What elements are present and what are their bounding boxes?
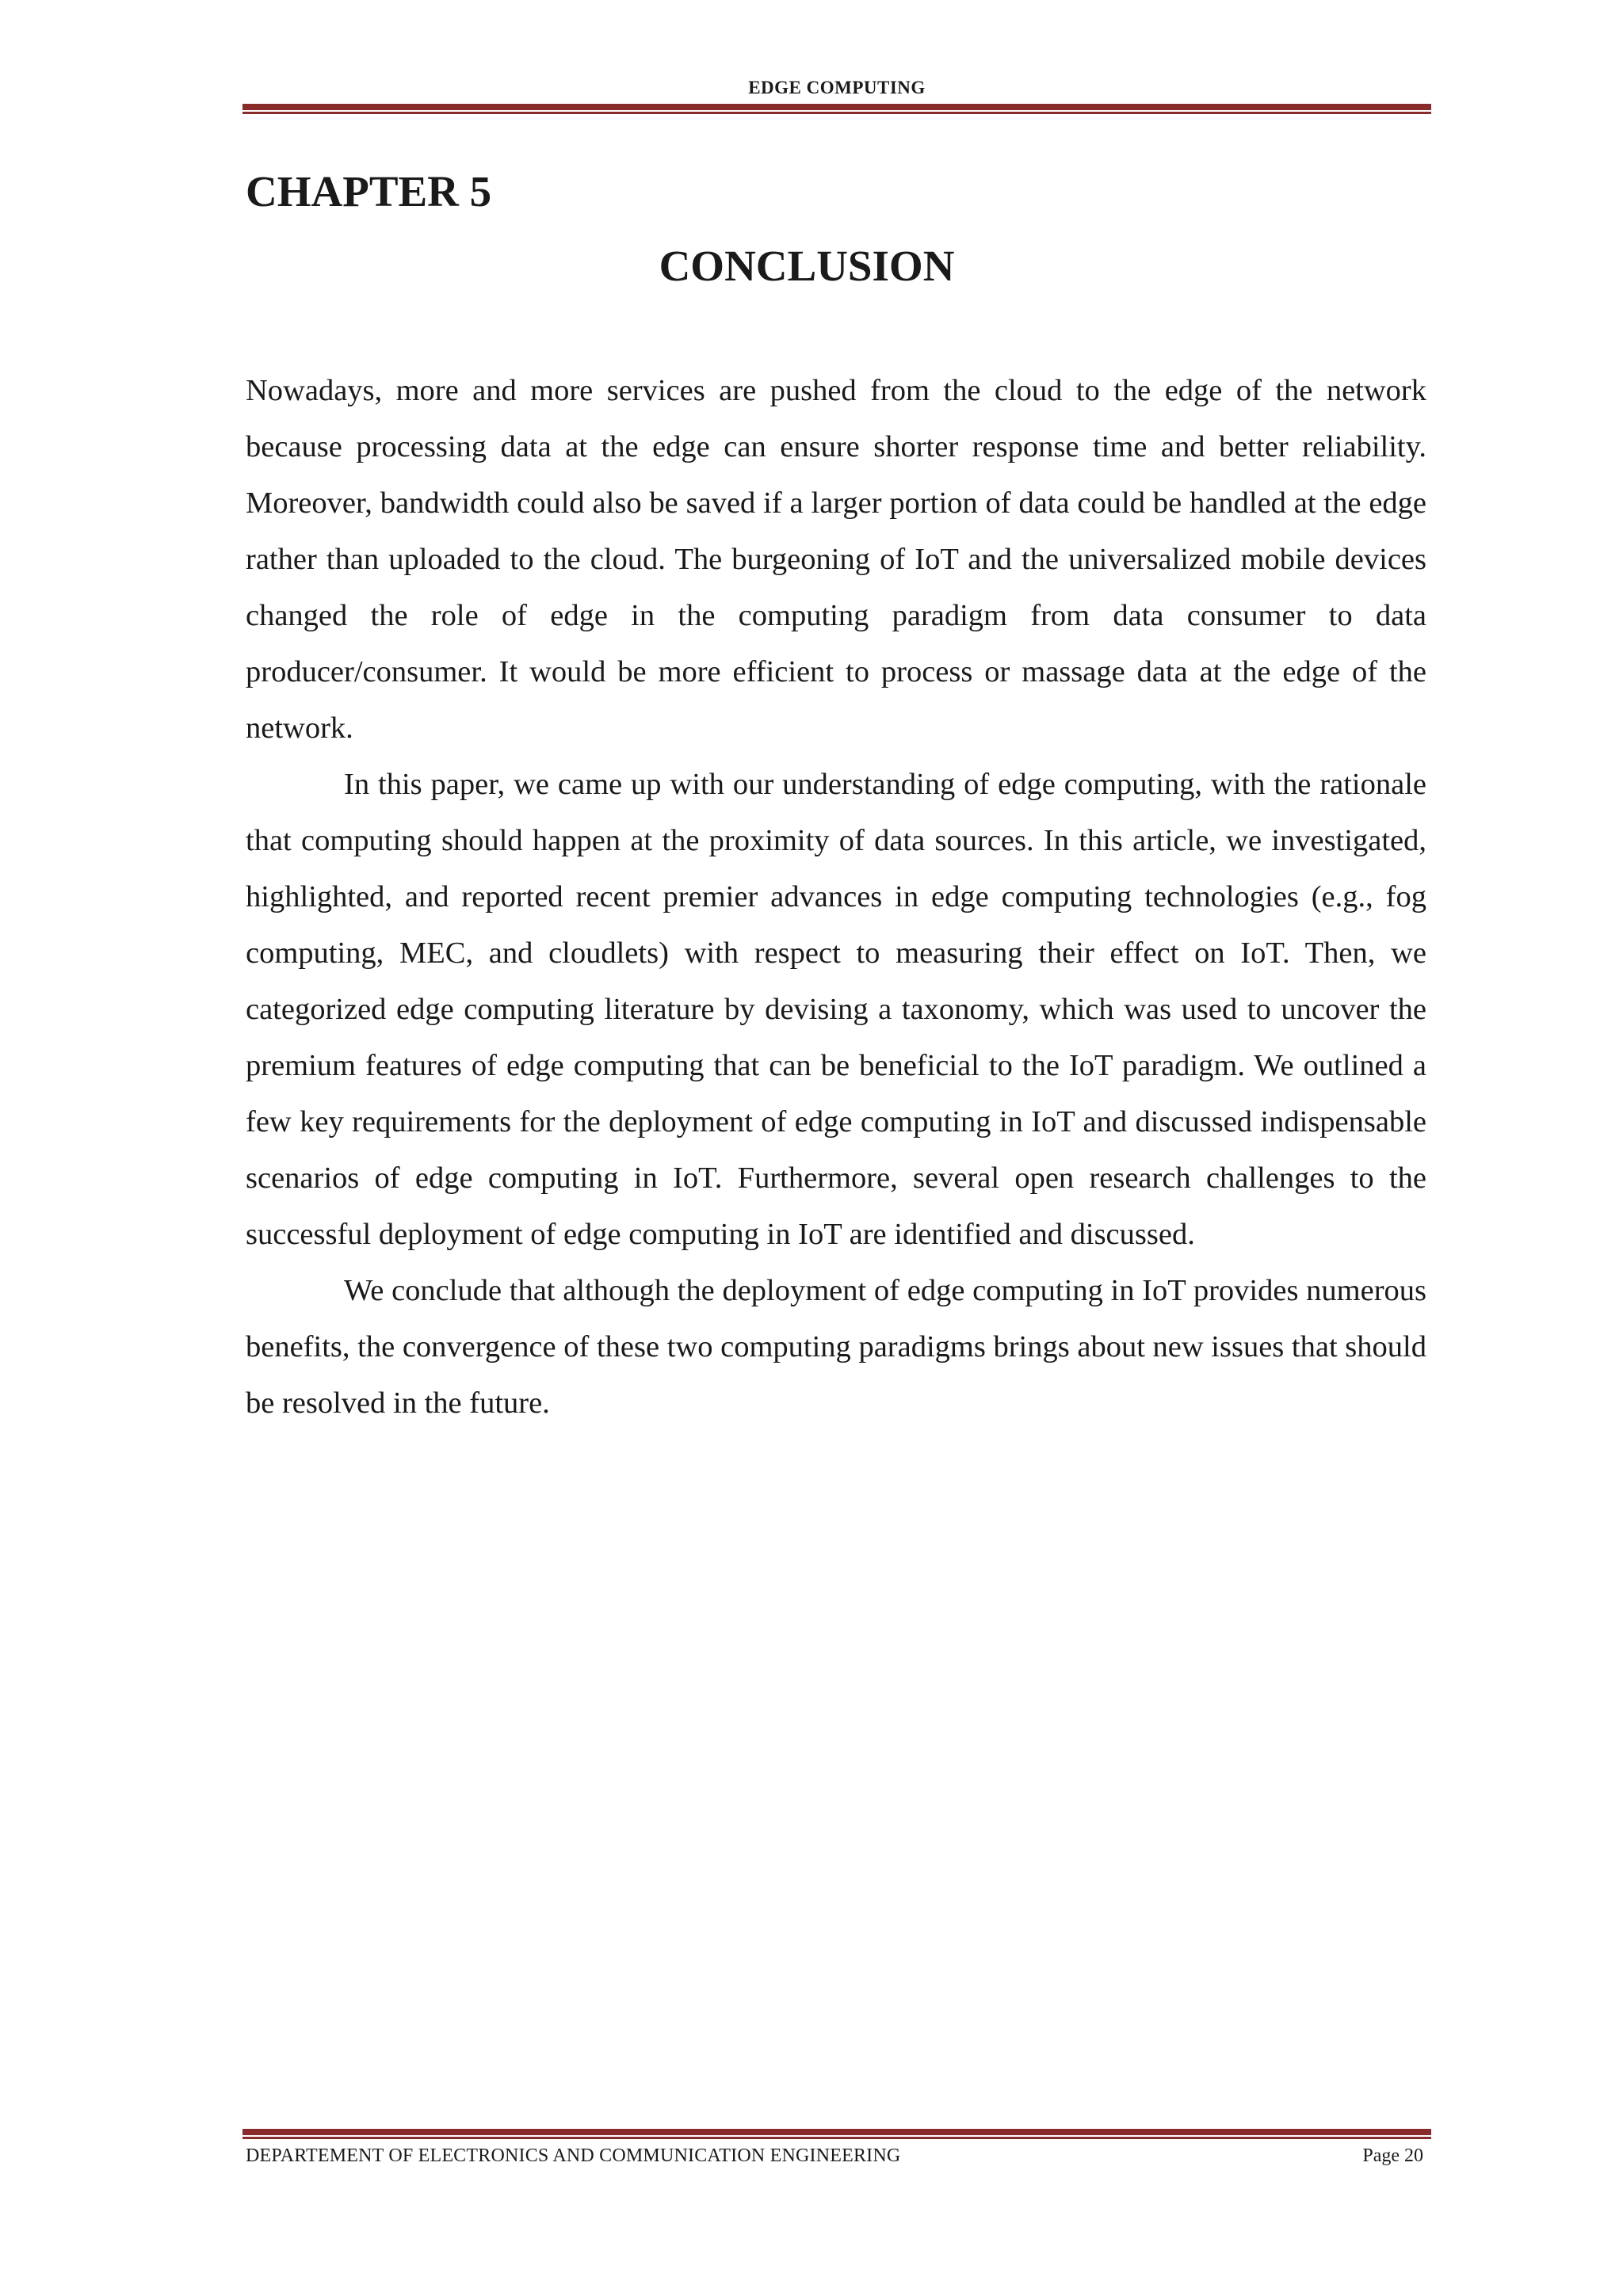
footer-rule-thin <box>242 2137 1431 2139</box>
header-rule-thin <box>242 112 1431 114</box>
paragraph-3: We conclude that although the deployment of edge computing in IoT provides numerous benefits, the convergence of these two computing paradigms brings about new issues that should be resolved in the future. <box>246 1274 1426 1420</box>
body-text <box>246 363 1426 1432</box>
paragraph-2: In this paper, we came up with our understanding of edge computing, with the rationale that computing should happen at the proximity of data sources. In this article, we investigated, highlighted, and reported recent premier advances in edge computing technologies (e.g., fog computing, MEC, and cloudlets) with respect to measuring their effect on IoT. Then, we categorized edge computing literature by devising a taxonomy, which was used to uncover the premium features of edge computing that can be beneficial to the IoT paradigm. We outlined a few key requirements for the deployment of edge computing in IoT and discussed indispensable scenarios of edge computing in IoT. Furthermore, several open research challenges to the successful deployment of edge computing in IoT are identified and discussed. <box>246 768 1426 1251</box>
header-rule <box>242 104 1431 114</box>
chapter-title: CONCLUSION <box>659 242 955 290</box>
footer-rule <box>242 2129 1431 2139</box>
footer-rule-thick <box>242 2129 1431 2135</box>
header-rule-thick <box>242 104 1431 110</box>
running-header: EDGE COMPUTING <box>748 78 926 97</box>
paragraph-1: Nowadays, more and more services are pushed from the cloud to the edge of the network because processing data at the edge can ensure shorter response time and better reliability. Moreover, bandwidth could also be saved if a larger portion of data could be handled at the edge rather than uploaded to the cloud. The burgeoning of IoT and the universalized mobile devices changed the role of edge in the computing paradigm from data consumer to data producer/consumer. It would be more efficient to process or massage data at the edge of the network. <box>246 374 1426 745</box>
footer-department: DEPARTEMENT OF ELECTRONICS AND COMMUNICATION ENGINEERING <box>246 2145 901 2166</box>
chapter-number: CHAPTER 5 <box>246 167 492 215</box>
footer-page-number: Page 20 <box>1362 2145 1423 2166</box>
